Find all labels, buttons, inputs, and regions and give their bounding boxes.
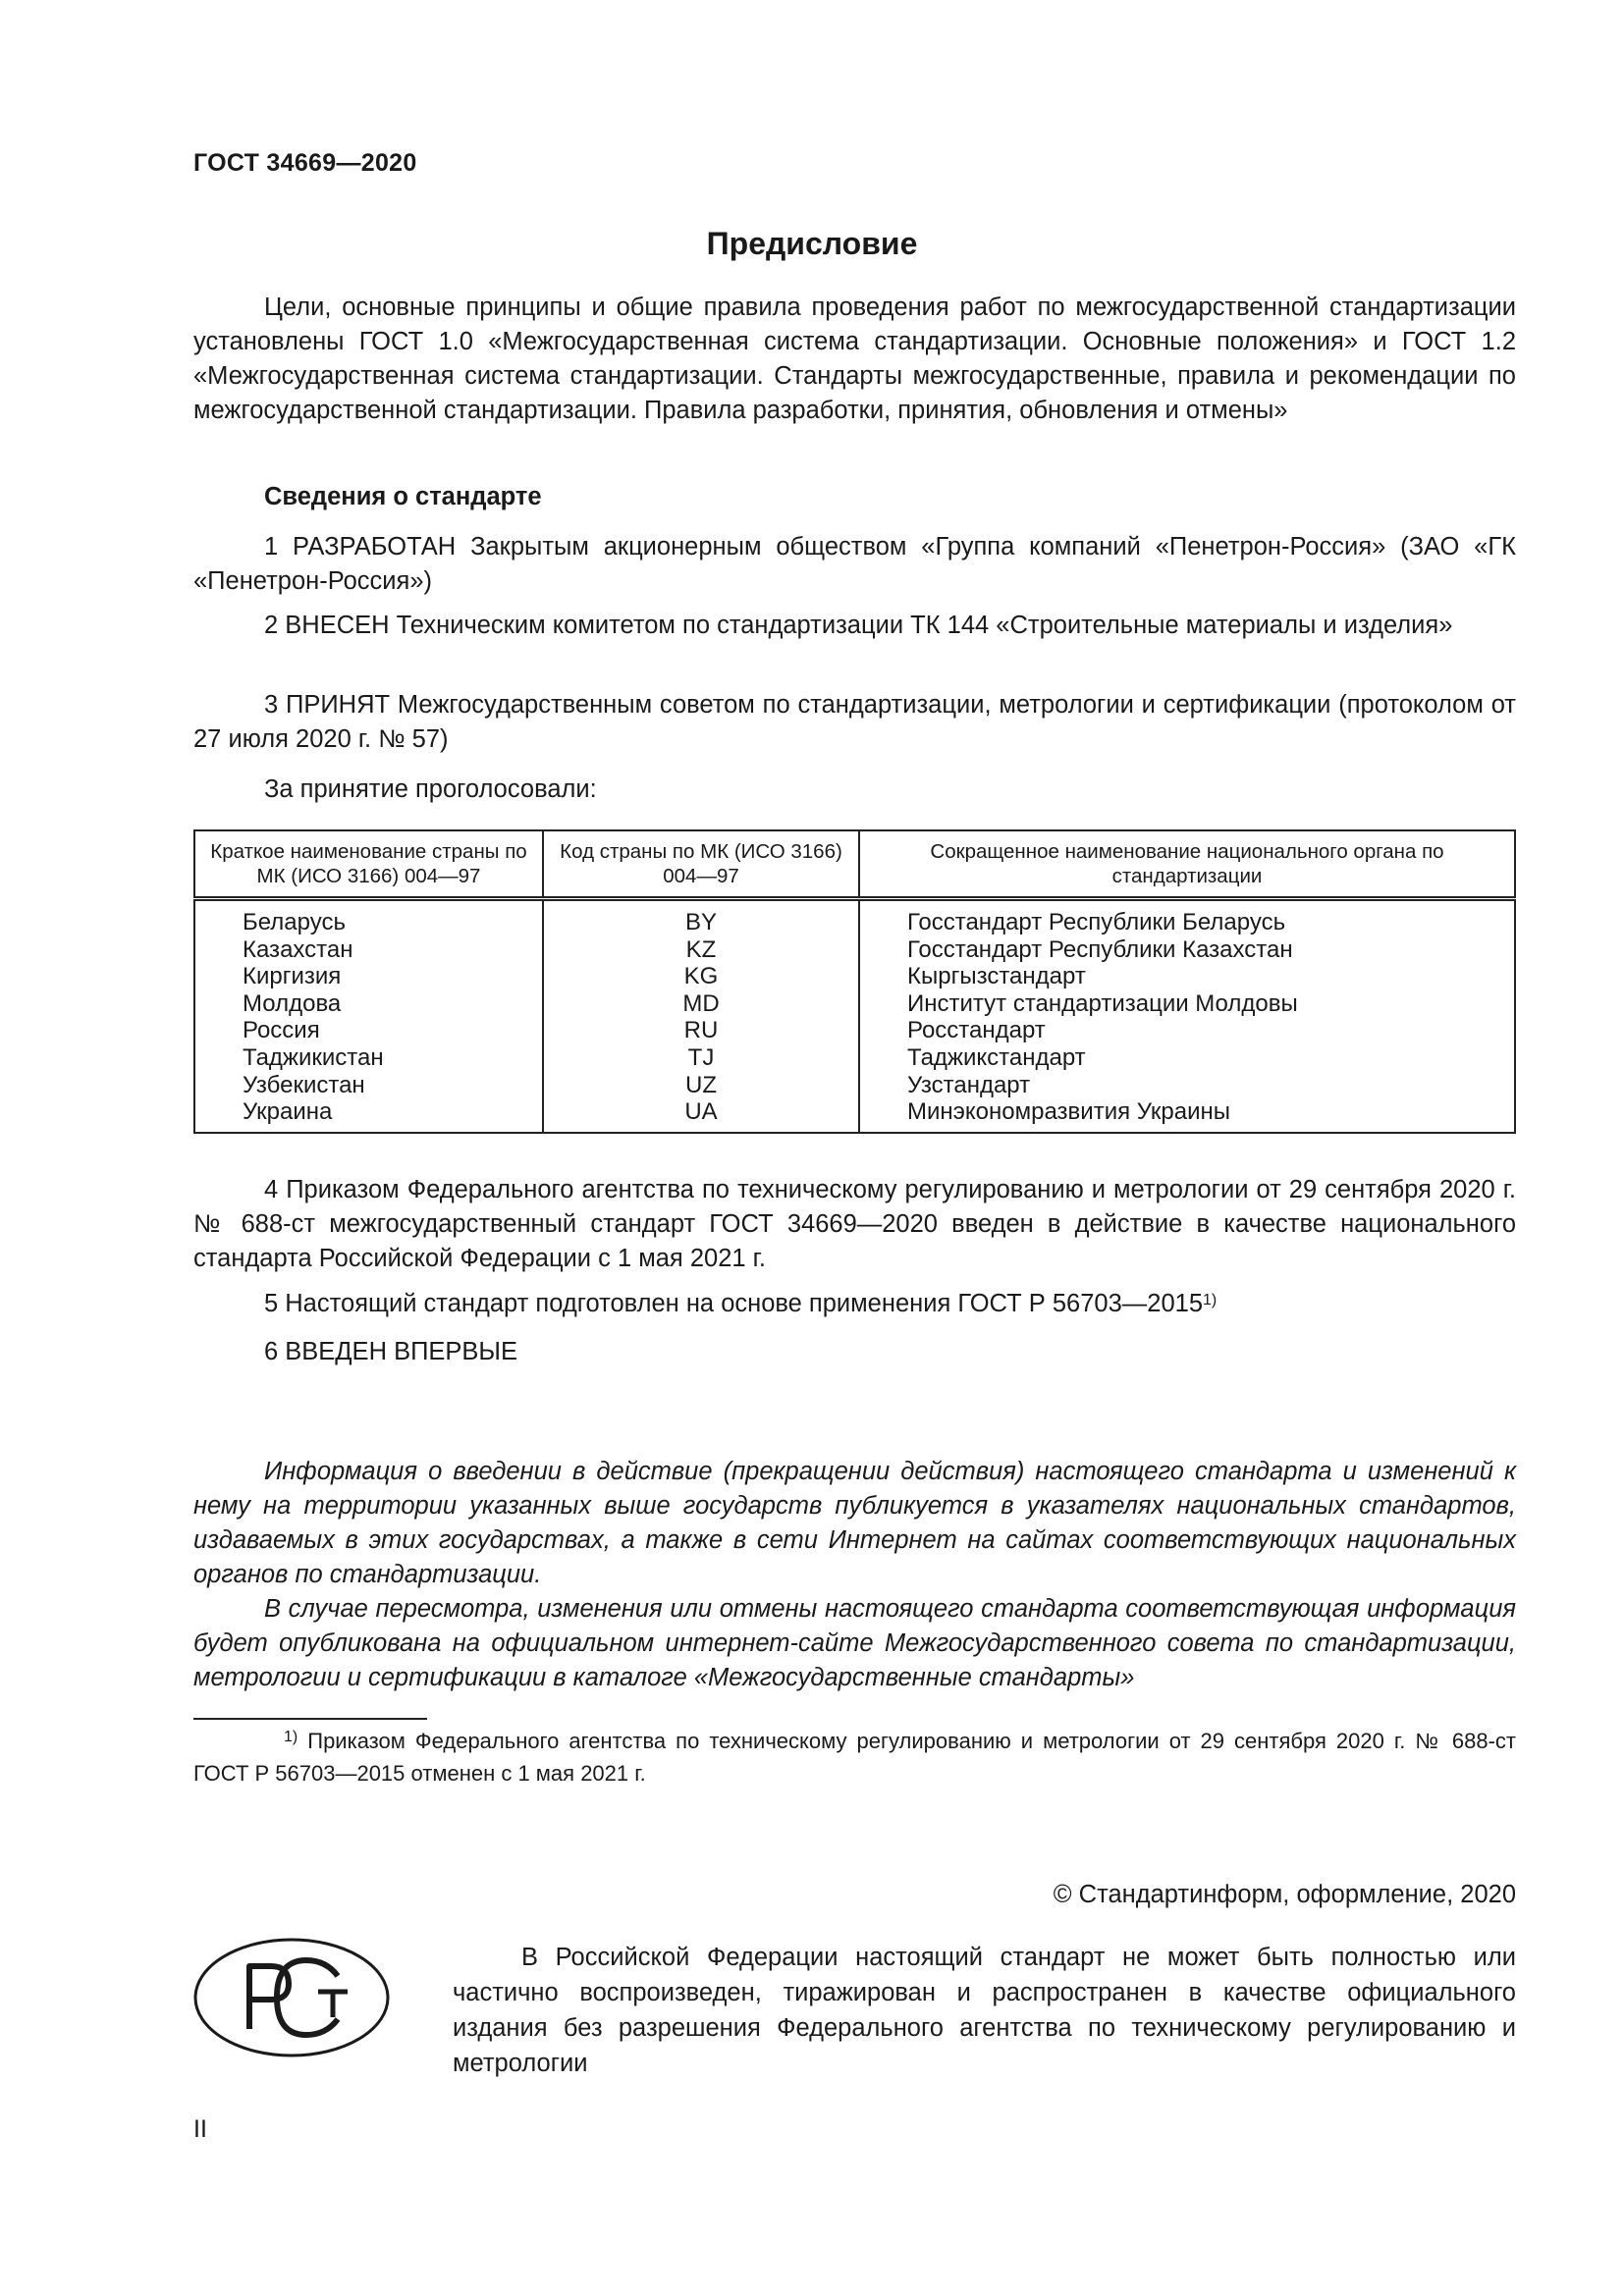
rst-certification-mark-icon bbox=[192, 1937, 391, 2058]
item-3 bbox=[193, 688, 1516, 757]
country-name: Узбекистан bbox=[194, 1072, 543, 1099]
header-country: Краткое наименование страны по МК (ИСО 3166) 004—97 bbox=[194, 830, 543, 899]
authority-name: Институт стандартизации Молдовы bbox=[859, 990, 1515, 1018]
footnote-text: Приказом Федерального агентства по техническому регулированию и метрологии от 29 сентября 2020 г. № 688-ст ГОСТ Р 56703—2015 отменен с 1 мая 2021 г. bbox=[193, 1729, 1516, 1786]
document-code: ГОСТ 34669—2020 bbox=[193, 149, 417, 177]
footnote-divider bbox=[193, 1718, 427, 1720]
item-2-text: 2 ВНЕСЕН Техническим комитетом по стандартизации ТК 144 «Строительные материалы и изделия» bbox=[264, 612, 1453, 639]
table-row bbox=[194, 990, 1515, 1018]
item-3-text: 3 ПРИНЯТ Межгосударственным советом по стандартизации, метрологии и сертификации (протоколом от 27 июля 2020 г. № 57) bbox=[193, 691, 1516, 753]
country-code: UZ bbox=[543, 1072, 859, 1099]
country-code: TJ bbox=[543, 1044, 859, 1072]
voted-label: За принятие проголосовали: bbox=[264, 775, 597, 803]
authority-name: Госстандарт Республики Казахстан bbox=[859, 936, 1515, 964]
country-name: Россия bbox=[194, 1017, 543, 1044]
item-2 bbox=[193, 609, 1516, 643]
country-code: RU bbox=[543, 1017, 859, 1044]
table-row bbox=[194, 1098, 1515, 1133]
item-6 bbox=[193, 1335, 1516, 1369]
notice-text: В Российской Федерации настоящий стандарт не может быть полностью или частично воспроизведен, тиражирован и распространен в качестве официального издания без разрешения Федерального агентства по техническому регулированию и метрологии bbox=[453, 1944, 1516, 2077]
page-number: II bbox=[193, 2115, 207, 2143]
item-5-text: 5 Настоящий стандарт подготовлен на основе применения ГОСТ Р 56703—2015 bbox=[264, 1290, 1204, 1317]
authority-name: Кыргызстандарт bbox=[859, 963, 1515, 990]
table-row bbox=[194, 963, 1515, 990]
table-row bbox=[194, 899, 1515, 936]
country-name: Украина bbox=[194, 1098, 543, 1133]
country-name: Киргизия bbox=[194, 963, 543, 990]
country-code: MD bbox=[543, 990, 859, 1018]
info-heading: Сведения о стандарте bbox=[264, 483, 542, 510]
authority-name: Госстандарт Республики Беларусь bbox=[859, 899, 1515, 936]
footnote-line bbox=[193, 1725, 1516, 1789]
info-block bbox=[193, 1455, 1516, 1695]
table-header-row bbox=[194, 830, 1515, 899]
authority-name: Минэкономразвития Украины bbox=[859, 1098, 1515, 1133]
footnote-ref: 1) bbox=[1203, 1292, 1218, 1308]
footnote-mark: 1) bbox=[284, 1729, 298, 1745]
copyright-line: © Стандартинформ, оформление, 2020 bbox=[1053, 1881, 1516, 1908]
table-row bbox=[194, 1017, 1515, 1044]
footnote bbox=[193, 1725, 1516, 1789]
country-code: BY bbox=[543, 899, 859, 936]
item-5-line bbox=[193, 1287, 1516, 1321]
table-row bbox=[194, 1044, 1515, 1072]
table-row bbox=[194, 1072, 1515, 1099]
country-name: Беларусь bbox=[194, 899, 543, 936]
country-name: Казахстан bbox=[194, 936, 543, 964]
item-1-text: 1 РАЗРАБОТАН Закрытым акционерным обществом «Группа компаний «Пенетрон-Россия» (ЗАО «ГК «Пенетрон-Россия») bbox=[193, 533, 1516, 595]
item-1 bbox=[193, 530, 1516, 599]
intro-paragraph bbox=[193, 291, 1516, 428]
header-code: Код страны по МК (ИСО 3166) 004—97 bbox=[543, 830, 859, 899]
authority-name: Таджикстандарт bbox=[859, 1044, 1515, 1072]
notice-block bbox=[453, 1940, 1516, 2081]
country-code: KG bbox=[543, 963, 859, 990]
country-name: Таджикистан bbox=[194, 1044, 543, 1072]
intro-text: Цели, основные принципы и общие правила проведения работ по межгосударственной стандартизации установлены ГОСТ 1.0 «Межгосударственная система стандартизации. Основные положения» и ГОСТ 1.2 «Межгосударственная система стандартизации. Стандарты межгосударственные, правила и рекомендации по межгосударственной стандартизации. Правила разработки, принятия, обновления и отмены» bbox=[193, 294, 1516, 424]
info-paragraph-1: Информация о введении в действие (прекращении действия) настоящего стандарта и изменений к нему на территории указанных выше государств публикуется в указателях национальных стандартов, издаваемых в этих государствах, а также в сети Интернет на сайтах соответствующих национальных органов по стандартизации. bbox=[193, 1458, 1516, 1588]
voting-table bbox=[193, 829, 1516, 1134]
item-4-text: 4 Приказом Федерального агентства по техническому регулированию и метрологии от 29 сентября 2020 г. № 688-ст межгосударственный стандарт ГОСТ 34669—2020 введен в действие в качестве национального стандарта Российской Федерации с 1 мая 2021 г. bbox=[193, 1176, 1516, 1272]
authority-name: Росстандарт bbox=[859, 1017, 1515, 1044]
item-5 bbox=[193, 1287, 1516, 1321]
authority-name: Узстандарт bbox=[859, 1072, 1515, 1099]
info-paragraph-2: В случае пересмотра, изменения или отмены настоящего стандарта соответствующая информация будет опубликована на официальном интернет-сайте Межгосударственного совета по стандартизации, метрологии и сертификации в каталоге «Межгосударственные стандарты» bbox=[193, 1595, 1516, 1691]
page-title: Предисловие bbox=[706, 226, 918, 261]
item-6-text: 6 ВВЕДЕН ВПЕРВЫЕ bbox=[264, 1338, 518, 1365]
country-name: Молдова bbox=[194, 990, 543, 1018]
country-code: UA bbox=[543, 1098, 859, 1133]
item-4 bbox=[193, 1173, 1516, 1276]
table-row bbox=[194, 936, 1515, 964]
country-code: KZ bbox=[543, 936, 859, 964]
header-authority: Сокращенное наименование национального органа по стандартизации bbox=[859, 830, 1515, 899]
